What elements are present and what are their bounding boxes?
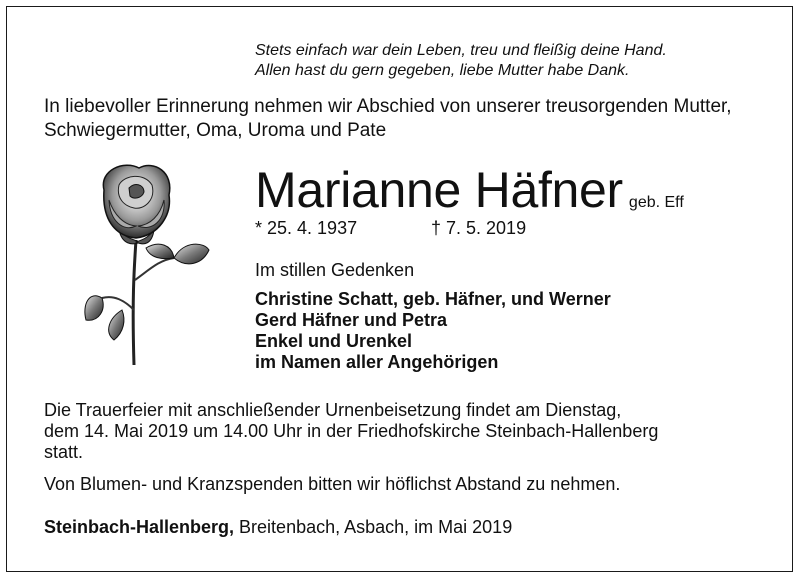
intro-line-2: Schwiegermutter, Oma, Uroma und Pate [44, 120, 387, 141]
mourner-line: Gerd Häfner und Petra [255, 310, 448, 330]
service-line-1: Die Trauerfeier mit anschließender Urnenbeisetzung findet am Dienstag, [44, 400, 622, 420]
deceased-full-name: Marianne Häfner [255, 162, 623, 218]
place-town: Steinbach-Hallenberg, [44, 517, 235, 537]
mourner-line: Christine Schatt, geb. Häfner, und Werner [255, 289, 611, 309]
intro-line-1: In liebevoller Erinnerung nehmen wir Abschied von unserer treusorgenden Mutter, [44, 96, 732, 117]
maiden-name: geb. Eff [628, 194, 684, 211]
poem-line-1: Stets einfach war dein Leben, treu und fleißig deine Hand. [255, 42, 667, 59]
death-date: † 7. 5. 2019 [431, 218, 527, 238]
flowers-note: Von Blumen- und Kranzspenden bitten wir höflichst Abstand zu nehmen. [44, 474, 621, 494]
place-rest: Breitenbach, Asbach, im Mai 2019 [234, 517, 513, 537]
service-line-3: statt. [44, 442, 84, 462]
poem [255, 41, 667, 81]
rose-image [74, 160, 214, 370]
service-line-2: dem 14. Mai 2019 um 14.00 Uhr in der Friedhofskirche Steinbach-Hallenberg [44, 421, 659, 441]
gedenken-label: Im stillen Gedenken [255, 260, 415, 280]
poem-line-2: Allen hast du gern gegeben, liebe Mutter habe Dank. [255, 62, 630, 79]
place-date-line [44, 517, 512, 538]
mourner-line: im Namen aller Angehörigen [255, 352, 499, 372]
mourners-list [255, 289, 611, 373]
service-info [44, 400, 744, 463]
intro-text [44, 95, 764, 143]
mourner-line: Enkel und Urenkel [255, 331, 413, 351]
birth-date: * 25. 4. 1937 [255, 218, 358, 238]
